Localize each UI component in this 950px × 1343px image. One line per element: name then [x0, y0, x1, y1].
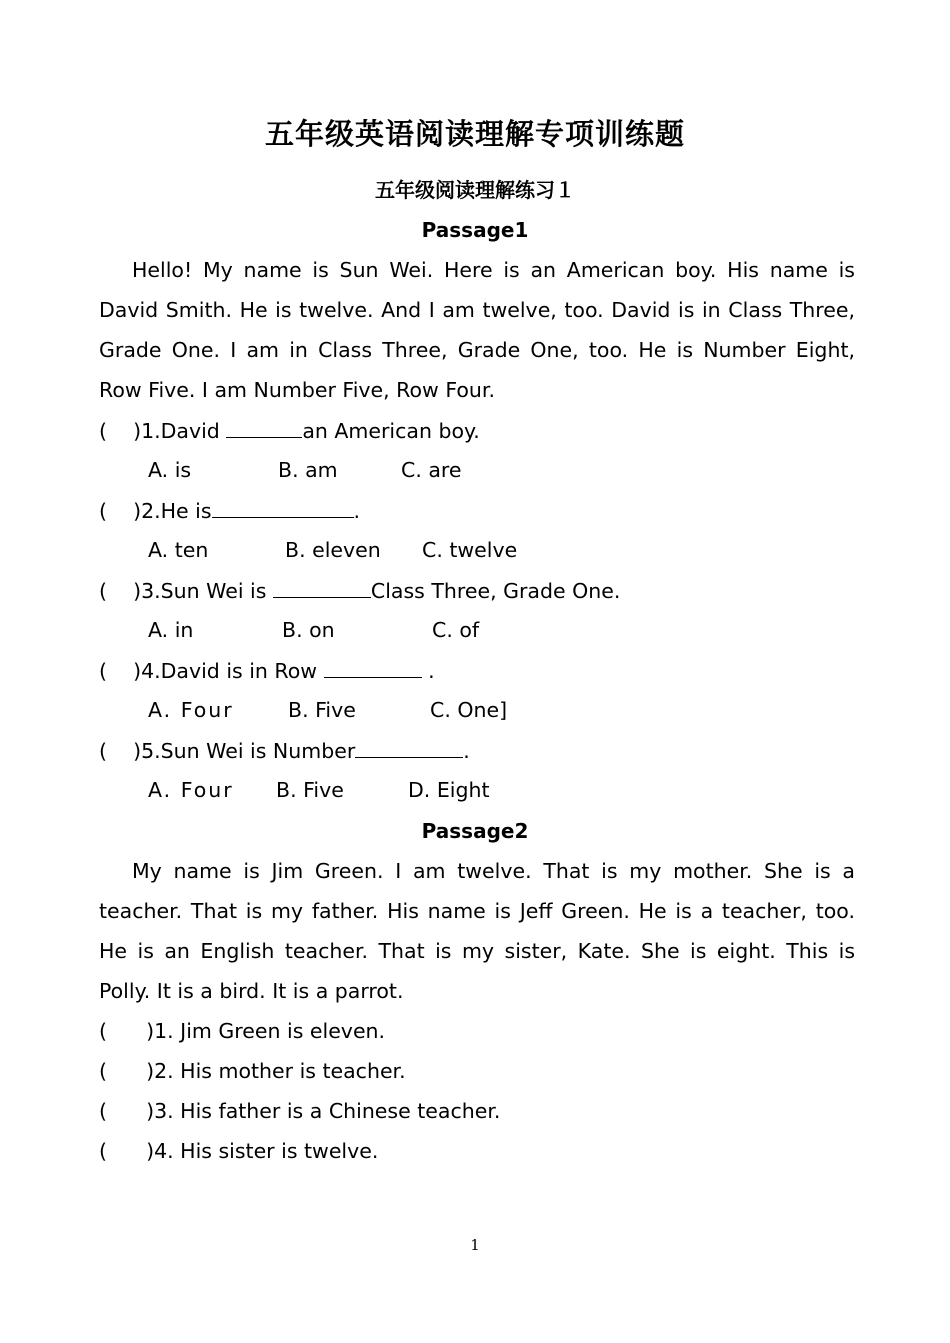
question-3	[99, 575, 620, 606]
option-a: A. Four	[148, 698, 234, 722]
question-text-pre: 3.Sun Wei is	[141, 579, 273, 603]
answer-paren: ( )	[99, 1059, 155, 1083]
question-4	[99, 655, 435, 686]
option-b: B. on	[282, 618, 335, 642]
option-c: C. are	[401, 458, 462, 482]
question-5	[99, 735, 470, 766]
passage1-text: Hello! My name is Sun Wei. Here is an American boy. His name is David Smith. He is twelve. And I am twelve, too. David is in Class Three, Grade One. I am in Class Three, Grade One, too. He is Number Eight, Row Five. I am Number Five, Row Four.	[99, 258, 855, 402]
answer-paren: ( )	[99, 579, 142, 603]
option-b: B. am	[278, 458, 338, 482]
option-c: C. One]	[430, 698, 508, 722]
answer-paren: ( )	[99, 1139, 155, 1163]
answer-paren: ( )	[99, 739, 142, 763]
passage2-text: My name is Jim Green. I am twelve. That is my mother. She is a teacher. That is my father. His name is Jeff Green. He is a teacher, too. He is an English teacher. That is my sister, Kate. She is eight. This is Polly. It is a bird. It is a parrot.	[99, 859, 855, 1003]
statement-text: 4. His sister is twelve.	[154, 1139, 379, 1163]
option-a: A. Four	[148, 778, 234, 802]
statement-3	[99, 1096, 500, 1126]
option-b: B. Five	[276, 778, 344, 802]
passage2-heading: Passage2	[421, 819, 529, 843]
question-2	[99, 495, 360, 526]
answer-paren: ( )	[99, 1019, 155, 1043]
question-text-pre: 4.David is in Row	[141, 659, 324, 683]
option-b: B. eleven	[285, 538, 381, 562]
option-a: A. is	[148, 458, 192, 482]
question-text-post: .	[421, 659, 435, 683]
page-number: 1	[470, 1236, 480, 1254]
option-c: C. twelve	[422, 538, 518, 562]
statement-text: 3. His father is a Chinese teacher.	[154, 1099, 501, 1123]
statement-1	[99, 1016, 385, 1046]
passage1-heading: Passage1	[421, 218, 529, 242]
question-text-pre: 5.Sun Wei is Number	[141, 739, 356, 763]
answer-blank	[273, 575, 371, 598]
question-text-pre: 2.He is	[141, 499, 212, 523]
question-text-post: .	[353, 499, 361, 523]
statement-4	[99, 1136, 378, 1166]
answer-paren: ( )	[99, 419, 142, 443]
statement-text: 1. Jim Green is eleven.	[154, 1019, 386, 1043]
question-1	[99, 415, 480, 446]
statement-text: 2. His mother is teacher.	[154, 1059, 406, 1083]
option-a: A. in	[148, 618, 194, 642]
option-b: B. Five	[288, 698, 356, 722]
option-c: C. of	[432, 618, 480, 642]
option-a: A. ten	[148, 538, 209, 562]
answer-paren: ( )	[99, 659, 142, 683]
answer-blank	[226, 415, 302, 438]
answer-blank	[324, 655, 422, 678]
question-text-post: an American boy.	[302, 419, 480, 443]
question-text-pre: 1.David	[141, 419, 227, 443]
answer-paren: ( )	[99, 1099, 155, 1123]
document-title: 五年级英语阅读理解专项训练题	[264, 117, 685, 151]
question-text-post: .	[463, 739, 470, 763]
statement-2	[99, 1056, 406, 1086]
answer-blank	[212, 495, 354, 518]
answer-blank	[355, 735, 463, 758]
exercise-subtitle: 五年级阅读理解练习１	[375, 178, 575, 202]
question-text-post: Class Three, Grade One.	[370, 579, 621, 603]
answer-paren: ( )	[99, 499, 142, 523]
option-d: D. Eight	[408, 778, 490, 802]
